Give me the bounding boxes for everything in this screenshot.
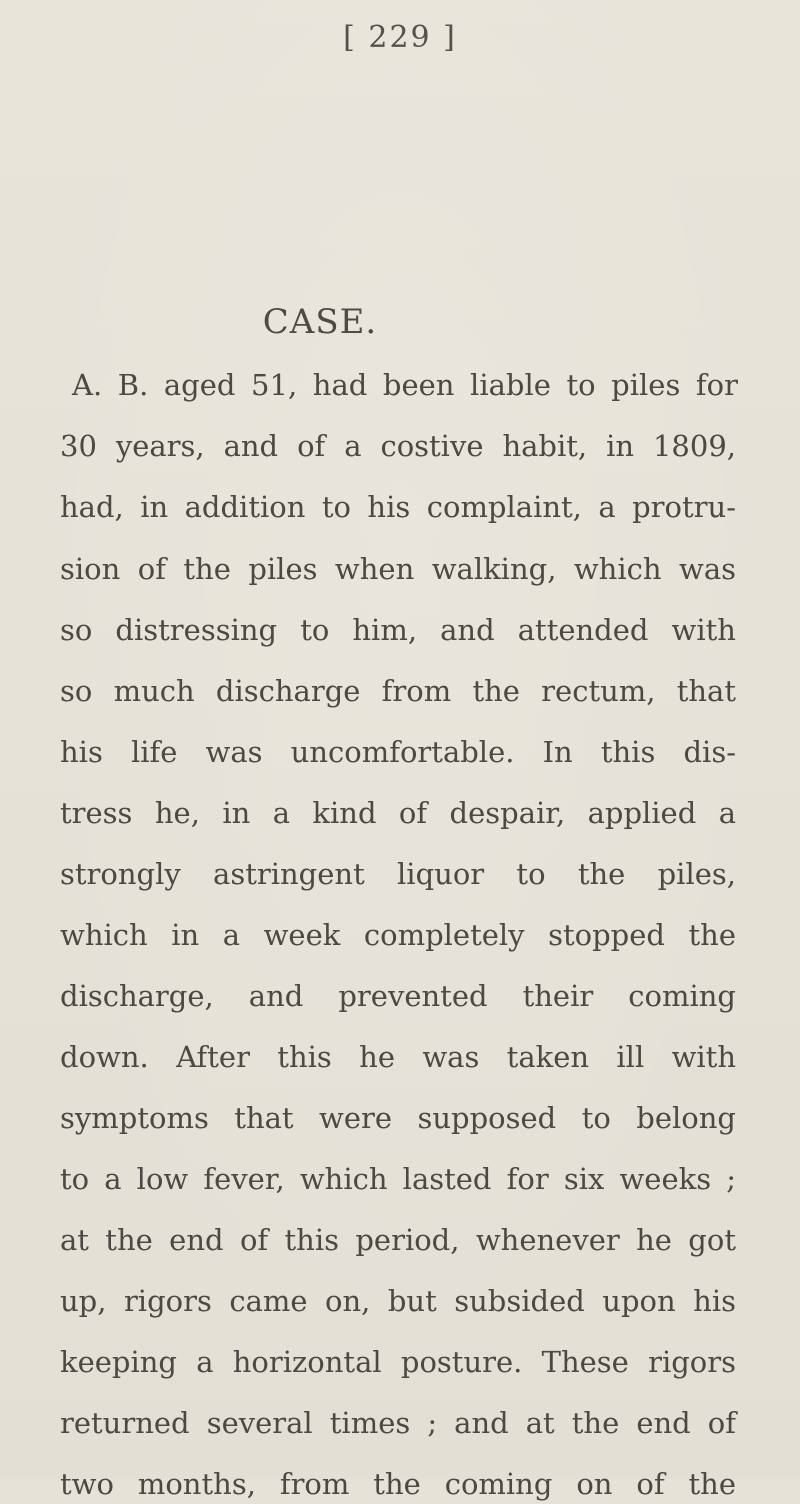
text-line: 30 years, and of a costive habit, in 1809,	[60, 429, 736, 463]
text-line: discharge, and prevented their coming	[60, 979, 736, 1013]
section-heading: CASE.	[262, 302, 378, 342]
text-line: two months, from the coming on of the	[60, 1467, 736, 1501]
text-line: strongly astringent liquor to the piles,	[60, 857, 736, 891]
text-line: up, rigors came on, but subsided upon his	[60, 1284, 736, 1318]
text-line: at the end of this period, whenever he got	[60, 1223, 736, 1257]
text-line: which in a week completely stopped the	[60, 918, 736, 952]
text-line: so distressing to him, and attended with	[60, 613, 736, 647]
text-line: so much discharge from the rectum, that	[60, 674, 736, 708]
text-line: A. B. aged 51, had been liable to piles for	[72, 368, 738, 402]
text-line: his life was uncomfortable. In this dis-	[60, 735, 736, 769]
text-line: tress he, in a kind of despair, applied a	[60, 796, 736, 830]
text-line: returned several times ; and at the end of	[60, 1406, 736, 1440]
text-line: to a low fever, which lasted for six weeks ;	[60, 1162, 736, 1196]
text-line: keeping a horizontal posture. These rigors	[60, 1345, 736, 1379]
page-number: [ 229 ]	[343, 20, 457, 55]
text-line: had, in addition to his complaint, a protru-	[60, 490, 736, 524]
text-line: sion of the piles when walking, which was	[60, 552, 736, 586]
text-line: down. After this he was taken ill with	[60, 1040, 736, 1074]
text-line: symptoms that were supposed to belong	[60, 1101, 736, 1135]
